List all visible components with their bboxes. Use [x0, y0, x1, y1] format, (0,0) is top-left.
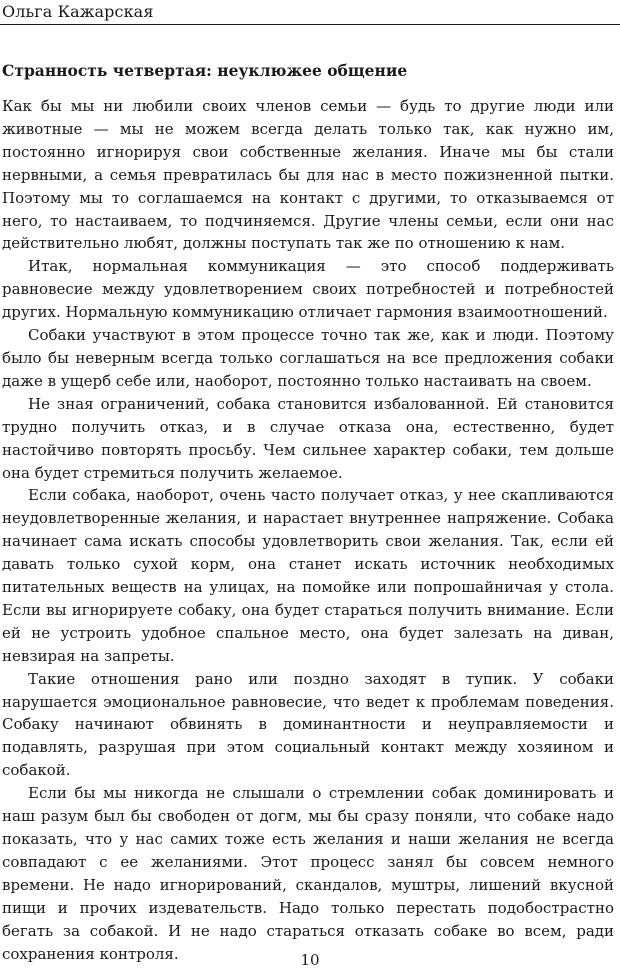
- paragraph: Если собака, наоборот, очень часто получает отказ, у нее скапливаются неудовлетворенные желания, и нарастает внутреннее напряжение. Собака начинает сама искать способы удовлетворить свои желания. Так, если ей давать только сухой корм, она станет искать источник необходимых питательных веществ на улицах, на помойке или попрошайничая у стола. Если вы игнорируете собаку, она будет стараться получить внимание. Если ей не устроить удобное спальное место, она будет залезать на диван, невзирая на запреты.: [2, 486, 614, 665]
- paragraph: Итак, нормальная коммуникация — это способ поддерживать равновесие между удовлетворением своих потребностей и потребностей других. Нормальную коммуникацию отличает гармония взаимоотношений.: [2, 257, 614, 322]
- page-number: 10: [300, 951, 320, 969]
- paragraph: Собаки участвуют в этом процессе точно так же, как и люди. Поэтому было бы неверным всегда только соглашаться на все предложения собаки даже в ущерб себе или, наоборот, постоянно только настаивать на своем.: [2, 326, 614, 390]
- paragraph: Если бы мы никогда не слышали о стремлении собак доминировать и наш разум был бы свободен от догм, мы бы сразу поняли, что собаке надо показать, что у нас самих тоже есть желания и наши желания не всегда совпадают с ее желаниями. Этот процесс занял бы совсем немного времени. Не надо игнорирований, скандалов, муштры, лишений вкусной пищи и прочих издевательств. Надо только перестать подобострастно бегать за собакой. И не надо стараться отказать собаке во всем, ради сохранения контроля.: [2, 784, 614, 963]
- running-head: Ольга Кажарская: [2, 2, 154, 21]
- body-text: [2, 95, 614, 965]
- section-title: Странность четвертая: неуклюжее общение: [2, 61, 408, 80]
- paragraph: Такие отношения рано или поздно заходят в тупик. У собаки нарушается эмоциональное равновесие, что ведет к проблемам поведения. Собаку начинают обвинять в доминантности и неуправляемости и подавлять, разрушая при этом социальный контакт между хозяином и собакой.: [2, 669, 614, 780]
- paragraph: Не зная ограничений, собака становится избалованной. Ей становится трудно получить отказ, и в случае отказа она, естественно, будет настойчиво повторять просьбу. Чем сильнее характер собаки, тем дольше она будет стремиться получить желаемое.: [2, 394, 614, 482]
- paragraph: Как бы мы ни любили своих членов семьи — будь то другие люди или животные — мы не можем всегда делать только так, как нужно им, постоянно игнорируя свои собственные желания. Иначе мы бы стали нервными, а семья превратилась бы для нас в место пожизненной пытки. Поэтому мы то соглашаемся на контакт с другими, то отказываемся от него, то настаиваем, то подчиняемся. Другие члены семьи, если они нас действительно любят, должны поступать так же по отношению к нам.: [2, 97, 614, 253]
- header-rule: [0, 24, 620, 25]
